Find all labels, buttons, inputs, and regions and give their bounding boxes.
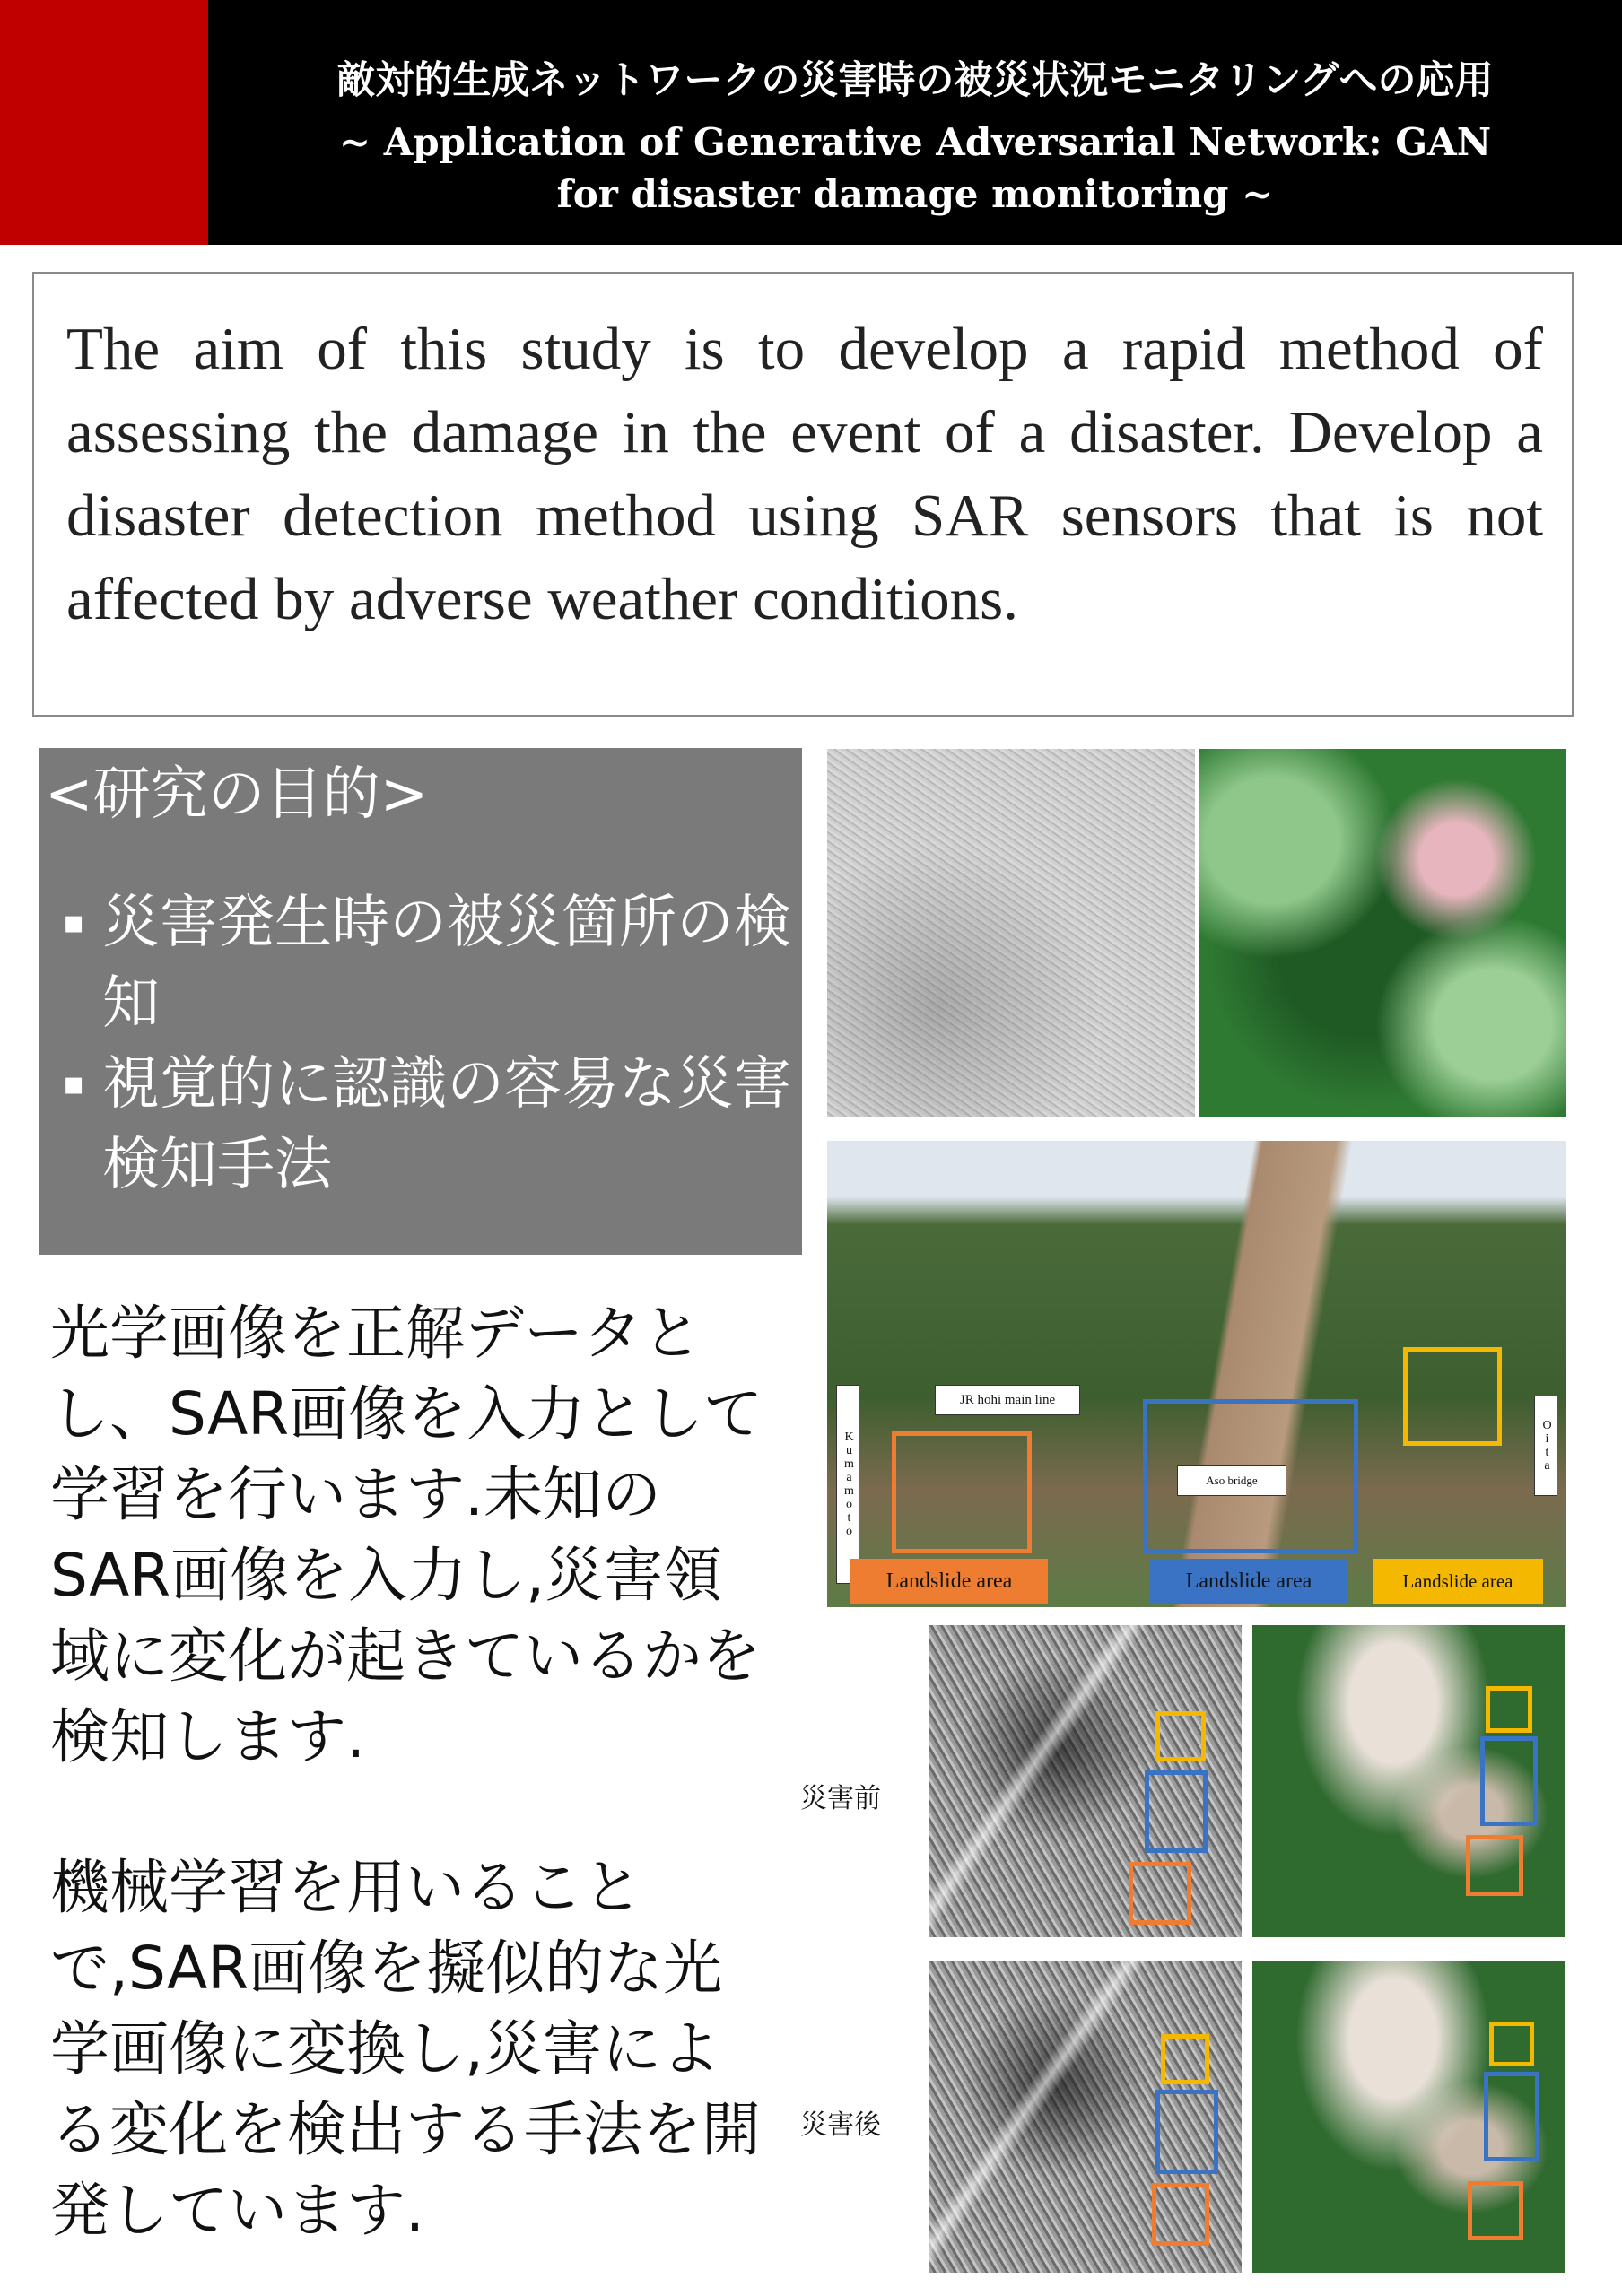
- objective-panel: [39, 748, 802, 1255]
- title-english: [208, 117, 1622, 221]
- sar-after-image: [929, 1961, 1242, 2273]
- landslide-tag-yellow: Landslide area: [1373, 1559, 1543, 1604]
- aim-text: The aim of this study is to develop a rapid method of assessing the damage in the event of a disaster. Develop a disaster detection method using SAR sensors that is not affected by adverse weather conditions.: [66, 316, 1543, 632]
- box-yellow: [1486, 1686, 1532, 1733]
- label-oita: Oita: [1534, 1396, 1557, 1496]
- objective-list: [57, 883, 793, 1205]
- box-orange: [1129, 1862, 1191, 1925]
- objective-item: ▪ 災害発生時の被災箇所の検知: [57, 883, 793, 1044]
- box-yellow: [1161, 2034, 1209, 2084]
- method-paragraph: 光学画像を正解データとし、SAR画像を入力として学習を行います.未知のSAR画像を入力し,災害領域に変化が起きているかを検知します.: [50, 1299, 763, 1771]
- accent-block: [0, 0, 208, 245]
- title-banner: [0, 0, 1622, 245]
- title-english-line2: for disaster damage monitoring ~: [556, 172, 1274, 216]
- landslide-box-blue: [1143, 1399, 1358, 1553]
- landslide-tag-orange: Landslide area: [850, 1559, 1048, 1604]
- box-yellow: [1489, 2022, 1534, 2066]
- box-orange: [1466, 1835, 1523, 1896]
- label-aso-bridge: Aso bridge: [1177, 1465, 1286, 1496]
- optical-image: [1199, 749, 1566, 1117]
- approach-paragraph: 機械学習を用いることで,SAR画像を擬似的な光学画像に変換し,災害による変化を検出する手法を開発しています.: [50, 1853, 761, 2245]
- box-yellow: [1155, 1711, 1206, 1761]
- box-blue: [1145, 1770, 1208, 1853]
- label-jr-line: JR hohi main line: [935, 1385, 1080, 1415]
- box-orange: [1152, 2183, 1209, 2246]
- box-blue: [1480, 1736, 1538, 1826]
- box-blue: [1484, 2072, 1539, 2161]
- title-english-line1: ~ Application of Generative Adversarial Network: GAN: [338, 120, 1492, 164]
- optical-before-image: [1252, 1625, 1565, 1937]
- objective-item: ▪ 視覚的に認識の容易な災害検知手法: [57, 1044, 793, 1205]
- landslide-box-yellow: [1403, 1347, 1502, 1446]
- box-orange: [1468, 2181, 1523, 2240]
- landslide-aerial-photo: [827, 1141, 1566, 1607]
- objective-heading: <研究の目的>: [45, 761, 429, 828]
- sar-image: [827, 749, 1195, 1117]
- before-label: 災害前: [800, 1783, 881, 1814]
- aim-box: [32, 272, 1574, 717]
- after-label: 災害後: [800, 2109, 881, 2141]
- landslide-tag-blue: Landslide area: [1150, 1559, 1347, 1604]
- landslide-box-orange: [892, 1431, 1032, 1553]
- optical-after-image: [1252, 1961, 1565, 2273]
- title-japanese: 敵対的生成ネットワークの災害時の被災状況モニタリングへの応用: [336, 58, 1494, 103]
- box-blue: [1155, 2090, 1218, 2174]
- sar-before-image: [929, 1625, 1242, 1937]
- label-kumamoto: Kumamoto: [836, 1385, 859, 1584]
